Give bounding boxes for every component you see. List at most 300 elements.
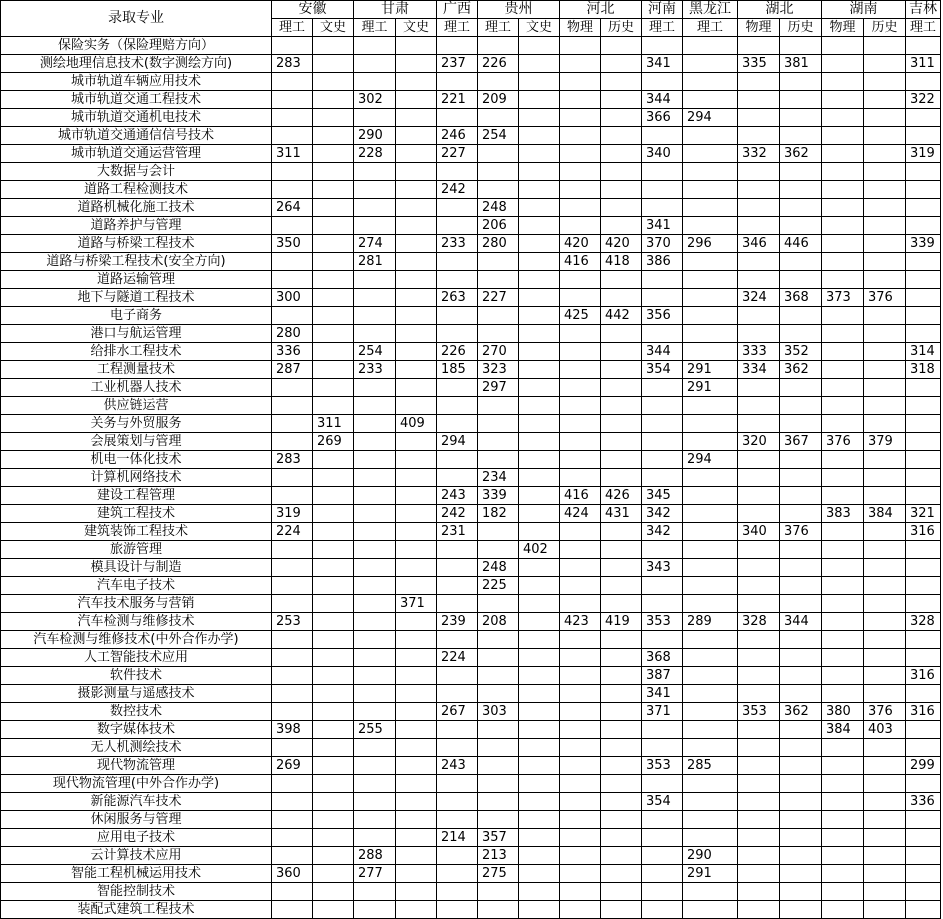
major-name-cell: 测绘地理信息技术(数字测绘方向) bbox=[1, 55, 272, 73]
score-cell bbox=[560, 361, 601, 379]
score-cell bbox=[822, 865, 864, 883]
score-cell: 354 bbox=[642, 793, 683, 811]
score-cell bbox=[272, 649, 313, 667]
score-cell: 227 bbox=[478, 289, 519, 307]
score-cell: 380 bbox=[822, 703, 864, 721]
score-cell: 233 bbox=[354, 361, 396, 379]
score-cell: 182 bbox=[478, 505, 519, 523]
score-cell bbox=[683, 721, 738, 739]
score-cell bbox=[519, 613, 560, 631]
score-cell bbox=[272, 271, 313, 289]
score-cell bbox=[683, 181, 738, 199]
score-cell bbox=[601, 109, 642, 127]
score-cell: 418 bbox=[601, 253, 642, 271]
score-cell: 237 bbox=[437, 55, 478, 73]
score-cell bbox=[864, 901, 906, 919]
major-name-cell: 模具设计与制造 bbox=[1, 559, 272, 577]
score-cell: 239 bbox=[437, 613, 478, 631]
score-cell bbox=[601, 577, 642, 595]
score-cell bbox=[780, 181, 822, 199]
score-cell bbox=[601, 343, 642, 361]
score-cell bbox=[642, 415, 683, 433]
score-cell bbox=[313, 397, 354, 415]
score-cell: 333 bbox=[738, 343, 780, 361]
score-cell bbox=[313, 613, 354, 631]
score-cell bbox=[313, 73, 354, 91]
score-cell bbox=[822, 199, 864, 217]
score-cell bbox=[272, 109, 313, 127]
score-cell bbox=[864, 253, 906, 271]
score-cell bbox=[601, 55, 642, 73]
major-name-cell: 无人机测绘技术 bbox=[1, 739, 272, 757]
score-cell bbox=[822, 145, 864, 163]
score-cell bbox=[560, 811, 601, 829]
score-cell bbox=[519, 253, 560, 271]
score-cell bbox=[738, 901, 780, 919]
score-cell bbox=[478, 73, 519, 91]
score-cell bbox=[354, 217, 396, 235]
score-cell: 341 bbox=[642, 55, 683, 73]
score-cell bbox=[738, 325, 780, 343]
table-row bbox=[1, 145, 941, 163]
score-cell bbox=[864, 307, 906, 325]
score-cell bbox=[519, 721, 560, 739]
score-cell: 275 bbox=[478, 865, 519, 883]
score-cell bbox=[738, 487, 780, 505]
score-cell bbox=[738, 505, 780, 523]
score-cell bbox=[354, 271, 396, 289]
score-cell bbox=[396, 577, 437, 595]
score-cell bbox=[601, 163, 642, 181]
score-cell bbox=[683, 397, 738, 415]
score-cell bbox=[906, 127, 941, 145]
score-cell bbox=[601, 667, 642, 685]
score-cell: 291 bbox=[683, 361, 738, 379]
score-cell bbox=[560, 433, 601, 451]
score-cell bbox=[864, 271, 906, 289]
major-name-cell: 汽车检测与维修技术(中外合作办学) bbox=[1, 631, 272, 649]
major-name-cell: 数字媒体技术 bbox=[1, 721, 272, 739]
score-cell: 328 bbox=[906, 613, 941, 631]
score-cell bbox=[560, 451, 601, 469]
score-cell bbox=[354, 469, 396, 487]
score-cell bbox=[560, 739, 601, 757]
score-cell bbox=[396, 361, 437, 379]
score-cell: 255 bbox=[354, 721, 396, 739]
score-cell bbox=[683, 73, 738, 91]
score-cell bbox=[478, 631, 519, 649]
score-cell bbox=[519, 811, 560, 829]
major-name-cell: 供应链运营 bbox=[1, 397, 272, 415]
score-cell bbox=[642, 865, 683, 883]
score-cell bbox=[560, 343, 601, 361]
category-header: 理工 bbox=[683, 19, 738, 37]
score-cell bbox=[313, 37, 354, 55]
score-cell bbox=[478, 541, 519, 559]
score-cell bbox=[864, 541, 906, 559]
province-header: 黑龙江 bbox=[683, 1, 738, 19]
score-cell bbox=[683, 577, 738, 595]
score-cell bbox=[864, 469, 906, 487]
score-cell bbox=[396, 685, 437, 703]
score-cell bbox=[478, 253, 519, 271]
score-cell bbox=[437, 685, 478, 703]
score-cell: 274 bbox=[354, 235, 396, 253]
category-header: 历史 bbox=[780, 19, 822, 37]
score-cell bbox=[601, 433, 642, 451]
major-name-cell: 汽车技术服务与营销 bbox=[1, 595, 272, 613]
score-cell bbox=[437, 199, 478, 217]
score-cell bbox=[396, 613, 437, 631]
score-cell: 280 bbox=[478, 235, 519, 253]
score-cell: 294 bbox=[683, 451, 738, 469]
score-cell bbox=[437, 451, 478, 469]
score-cell bbox=[437, 667, 478, 685]
score-cell: 340 bbox=[738, 523, 780, 541]
score-cell: 269 bbox=[313, 433, 354, 451]
score-cell bbox=[864, 361, 906, 379]
score-cell: 353 bbox=[642, 613, 683, 631]
score-cell bbox=[272, 127, 313, 145]
score-cell bbox=[519, 793, 560, 811]
major-name-cell: 大数据与会计 bbox=[1, 163, 272, 181]
score-cell bbox=[313, 91, 354, 109]
score-cell bbox=[822, 631, 864, 649]
score-cell bbox=[683, 739, 738, 757]
score-cell bbox=[683, 91, 738, 109]
score-cell bbox=[822, 757, 864, 775]
score-cell bbox=[354, 631, 396, 649]
score-cell bbox=[560, 379, 601, 397]
table-row bbox=[1, 73, 941, 91]
score-cell bbox=[437, 883, 478, 901]
score-cell: 294 bbox=[437, 433, 478, 451]
score-cell: 357 bbox=[478, 829, 519, 847]
score-cell: 291 bbox=[683, 865, 738, 883]
score-cell: 253 bbox=[272, 613, 313, 631]
score-cell bbox=[313, 739, 354, 757]
province-header: 甘肃 bbox=[354, 1, 437, 19]
major-name-cell: 新能源汽车技术 bbox=[1, 793, 272, 811]
score-cell bbox=[683, 37, 738, 55]
score-cell: 387 bbox=[642, 667, 683, 685]
score-cell bbox=[601, 127, 642, 145]
score-cell: 368 bbox=[780, 289, 822, 307]
score-cell: 224 bbox=[272, 523, 313, 541]
score-cell bbox=[906, 487, 941, 505]
major-name-cell: 城市轨道交通工程技术 bbox=[1, 91, 272, 109]
score-cell: 316 bbox=[906, 523, 941, 541]
score-cell bbox=[560, 289, 601, 307]
major-name-cell: 道路与桥梁工程技术 bbox=[1, 235, 272, 253]
score-cell bbox=[560, 109, 601, 127]
score-cell bbox=[313, 865, 354, 883]
score-cell bbox=[738, 127, 780, 145]
score-cell bbox=[478, 451, 519, 469]
score-cell: 227 bbox=[437, 145, 478, 163]
score-cell bbox=[601, 37, 642, 55]
score-cell: 332 bbox=[738, 145, 780, 163]
score-cell bbox=[396, 199, 437, 217]
score-cell: 356 bbox=[642, 307, 683, 325]
score-cell bbox=[313, 577, 354, 595]
score-cell bbox=[396, 721, 437, 739]
score-cell bbox=[560, 667, 601, 685]
score-cell bbox=[396, 145, 437, 163]
score-cell bbox=[272, 433, 313, 451]
score-cell bbox=[313, 181, 354, 199]
score-cell bbox=[864, 109, 906, 127]
table-row bbox=[1, 847, 941, 865]
category-header: 理工 bbox=[354, 19, 396, 37]
score-cell bbox=[642, 883, 683, 901]
score-cell bbox=[354, 505, 396, 523]
province-header: 湖南 bbox=[822, 1, 906, 19]
score-cell bbox=[738, 469, 780, 487]
score-cell bbox=[478, 145, 519, 163]
score-cell bbox=[822, 667, 864, 685]
score-cell bbox=[906, 901, 941, 919]
score-cell bbox=[396, 739, 437, 757]
score-cell bbox=[780, 541, 822, 559]
category-header: 文史 bbox=[519, 19, 560, 37]
province-header: 河北 bbox=[560, 1, 642, 19]
score-cell bbox=[519, 55, 560, 73]
score-cell bbox=[738, 829, 780, 847]
score-cell: 376 bbox=[864, 703, 906, 721]
table-row bbox=[1, 307, 941, 325]
score-cell bbox=[519, 469, 560, 487]
score-cell bbox=[478, 739, 519, 757]
table-row bbox=[1, 109, 941, 127]
score-cell bbox=[642, 847, 683, 865]
score-cell: 416 bbox=[560, 253, 601, 271]
score-cell: 283 bbox=[272, 55, 313, 73]
score-cell bbox=[906, 325, 941, 343]
score-cell bbox=[906, 559, 941, 577]
score-cell bbox=[354, 595, 396, 613]
score-cell bbox=[313, 289, 354, 307]
score-cell bbox=[864, 55, 906, 73]
score-cell bbox=[780, 667, 822, 685]
score-cell bbox=[272, 559, 313, 577]
major-name-cell: 建筑工程技术 bbox=[1, 505, 272, 523]
score-cell bbox=[519, 235, 560, 253]
score-cell bbox=[601, 451, 642, 469]
score-cell bbox=[738, 37, 780, 55]
score-cell bbox=[560, 703, 601, 721]
score-cell bbox=[396, 469, 437, 487]
score-cell bbox=[354, 577, 396, 595]
score-cell bbox=[822, 847, 864, 865]
score-cell bbox=[519, 379, 560, 397]
score-cell: 324 bbox=[738, 289, 780, 307]
score-cell bbox=[272, 901, 313, 919]
score-cell bbox=[354, 541, 396, 559]
score-cell bbox=[313, 829, 354, 847]
score-cell: 370 bbox=[642, 235, 683, 253]
score-cell: 299 bbox=[906, 757, 941, 775]
score-cell bbox=[354, 307, 396, 325]
major-name-cell: 智能控制技术 bbox=[1, 883, 272, 901]
table-row bbox=[1, 901, 941, 919]
score-cell bbox=[396, 55, 437, 73]
score-cell bbox=[519, 757, 560, 775]
score-cell bbox=[780, 829, 822, 847]
score-cell bbox=[683, 667, 738, 685]
score-cell: 402 bbox=[519, 541, 560, 559]
score-cell bbox=[354, 163, 396, 181]
score-cell bbox=[738, 667, 780, 685]
table-row bbox=[1, 469, 941, 487]
score-cell bbox=[864, 667, 906, 685]
major-name-cell: 工程测量技术 bbox=[1, 361, 272, 379]
score-cell bbox=[478, 109, 519, 127]
score-cell bbox=[437, 559, 478, 577]
score-cell bbox=[437, 739, 478, 757]
major-name-cell: 城市轨道交通机电技术 bbox=[1, 109, 272, 127]
score-cell: 316 bbox=[906, 703, 941, 721]
score-cell bbox=[519, 577, 560, 595]
table-row bbox=[1, 505, 941, 523]
score-cell bbox=[906, 847, 941, 865]
score-cell bbox=[780, 847, 822, 865]
score-cell bbox=[864, 559, 906, 577]
score-cell: 362 bbox=[780, 361, 822, 379]
score-cell bbox=[313, 667, 354, 685]
score-cell bbox=[683, 829, 738, 847]
province-header: 吉林 bbox=[906, 1, 941, 19]
score-cell: 269 bbox=[272, 757, 313, 775]
score-cell bbox=[642, 811, 683, 829]
province-header: 湖北 bbox=[738, 1, 822, 19]
score-cell bbox=[313, 55, 354, 73]
score-cell bbox=[864, 325, 906, 343]
score-cell bbox=[601, 541, 642, 559]
score-cell bbox=[396, 379, 437, 397]
score-cell: 263 bbox=[437, 289, 478, 307]
score-cell bbox=[822, 271, 864, 289]
major-name-cell: 应用电子技术 bbox=[1, 829, 272, 847]
score-cell: 314 bbox=[906, 343, 941, 361]
score-cell bbox=[478, 433, 519, 451]
score-cell bbox=[738, 847, 780, 865]
score-cell bbox=[478, 271, 519, 289]
score-cell bbox=[437, 307, 478, 325]
score-cell: 343 bbox=[642, 559, 683, 577]
score-cell bbox=[396, 559, 437, 577]
category-header: 物理 bbox=[822, 19, 864, 37]
score-cell bbox=[560, 181, 601, 199]
table-row bbox=[1, 415, 941, 433]
score-cell bbox=[683, 55, 738, 73]
score-cell bbox=[560, 73, 601, 91]
score-cell: 424 bbox=[560, 505, 601, 523]
score-cell bbox=[906, 397, 941, 415]
score-cell bbox=[738, 775, 780, 793]
score-cell: 311 bbox=[313, 415, 354, 433]
major-name-cell: 旅游管理 bbox=[1, 541, 272, 559]
score-cell bbox=[272, 181, 313, 199]
score-cell bbox=[601, 721, 642, 739]
score-cell bbox=[519, 289, 560, 307]
score-cell bbox=[396, 217, 437, 235]
score-cell bbox=[354, 685, 396, 703]
score-cell bbox=[601, 595, 642, 613]
score-cell bbox=[519, 595, 560, 613]
category-header: 理工 bbox=[478, 19, 519, 37]
score-cell bbox=[354, 199, 396, 217]
score-cell bbox=[313, 685, 354, 703]
major-name-cell: 建筑装饰工程技术 bbox=[1, 523, 272, 541]
category-header: 历史 bbox=[864, 19, 906, 37]
score-cell bbox=[683, 343, 738, 361]
score-cell bbox=[906, 865, 941, 883]
score-cell bbox=[822, 523, 864, 541]
score-cell bbox=[601, 559, 642, 577]
score-cell bbox=[822, 739, 864, 757]
table-row bbox=[1, 217, 941, 235]
table-row bbox=[1, 163, 941, 181]
score-cell bbox=[478, 901, 519, 919]
score-cell bbox=[560, 757, 601, 775]
score-cell bbox=[780, 721, 822, 739]
score-cell bbox=[354, 289, 396, 307]
score-cell bbox=[519, 559, 560, 577]
score-cell bbox=[906, 685, 941, 703]
score-cell bbox=[642, 433, 683, 451]
score-cell: 248 bbox=[478, 199, 519, 217]
major-name-cell: 城市轨道车辆应用技术 bbox=[1, 73, 272, 91]
score-cell bbox=[354, 181, 396, 199]
score-cell bbox=[396, 829, 437, 847]
score-cell bbox=[478, 685, 519, 703]
table-row bbox=[1, 649, 941, 667]
score-cell bbox=[313, 271, 354, 289]
major-name-cell: 汽车电子技术 bbox=[1, 577, 272, 595]
score-cell bbox=[313, 703, 354, 721]
score-cell: 283 bbox=[272, 451, 313, 469]
score-cell bbox=[642, 37, 683, 55]
score-cell bbox=[822, 901, 864, 919]
score-cell bbox=[313, 559, 354, 577]
score-cell: 386 bbox=[642, 253, 683, 271]
table-row bbox=[1, 127, 941, 145]
score-cell bbox=[354, 739, 396, 757]
score-cell bbox=[780, 271, 822, 289]
score-cell: 350 bbox=[272, 235, 313, 253]
major-name-cell: 电子商务 bbox=[1, 307, 272, 325]
score-cell bbox=[906, 631, 941, 649]
table-row bbox=[1, 775, 941, 793]
table-row bbox=[1, 55, 941, 73]
table-row bbox=[1, 685, 941, 703]
category-header: 历史 bbox=[601, 19, 642, 37]
score-cell bbox=[519, 91, 560, 109]
score-cell bbox=[396, 37, 437, 55]
score-cell bbox=[272, 577, 313, 595]
score-cell bbox=[272, 469, 313, 487]
score-cell bbox=[519, 703, 560, 721]
score-cell: 248 bbox=[478, 559, 519, 577]
score-cell: 426 bbox=[601, 487, 642, 505]
score-cell bbox=[780, 793, 822, 811]
score-cell: 403 bbox=[864, 721, 906, 739]
score-cell bbox=[313, 847, 354, 865]
table-row bbox=[1, 595, 941, 613]
score-cell bbox=[864, 487, 906, 505]
score-cell bbox=[601, 793, 642, 811]
